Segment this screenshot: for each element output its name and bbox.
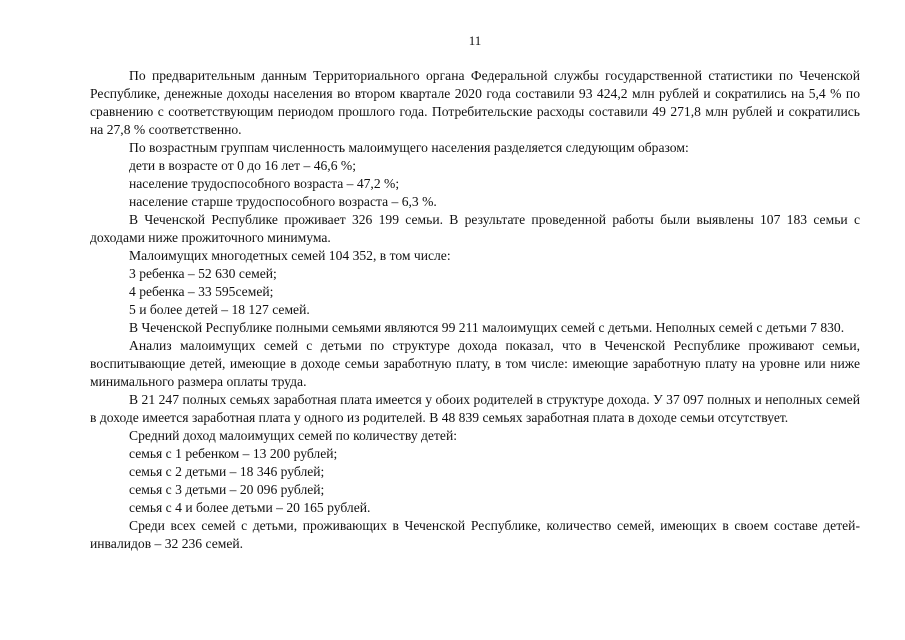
- paragraph-age-groups-intro: По возрастным группам численность малоимущего населения разделяется следующим образом:: [129, 140, 689, 155]
- list-item-two-children-income: семья с 2 детьми – 18 346 рублей;: [129, 464, 325, 479]
- paragraph-families-total: В Чеченской Республике проживает 326 199 семьи. В результате проведенной работы были выявлены 107 183 семьи с доходами ниже прожиточного минимума.: [90, 212, 860, 245]
- list-item-one-child-income: семья с 1 ребенком – 13 200 рублей;: [129, 446, 338, 461]
- paragraph-complete-families: В Чеченской Республике полными семьями являются 99 211 малоимущих семей с детьми. Неполных семей с детьми 7 830.: [129, 320, 845, 335]
- list-item-three-children-income: семья с 3 детьми – 20 096 рублей;: [129, 482, 325, 497]
- list-item-four-plus-children-income: семья с 4 и более детьми – 20 165 рублей.: [129, 500, 371, 515]
- list-item-age-working: население трудоспособного возраста – 47,2 %;: [129, 176, 400, 191]
- paragraph-income-structure: Анализ малоимущих семей с детьми по структуре дохода показал, что в Чеченской Республике проживают семьи, воспитывающие детей, имеющие в доходе семьи заработную плату, в том числе: имеющие заработную плату на уровне или ниже минимального размера оплаты труда.: [90, 338, 860, 389]
- page-number: 11: [468, 33, 482, 48]
- paragraph-large-families-intro: Малоимущих многодетных семей 104 352, в том числе:: [129, 248, 451, 263]
- paragraph-income: По предварительным данным Территориального органа Федеральной службы государственной статистики по Чеченской Республике, денежные доходы населения во втором квартале 2020 года составили 93 424,2 млн рублей и сократились на 5,4 % по сравнению с соответствующим периодом прошлого года. Потребительские расходы составили 49 271,8 млн рублей и сократились на 27,8 % соответственно.: [90, 68, 860, 137]
- list-item-four-children: 4 ребенка – 33 595семей;: [129, 284, 274, 299]
- list-item-age-children: дети в возрасте от 0 до 16 лет – 46,6 %;: [129, 158, 357, 173]
- paragraph-avg-income-intro: Средний доход малоимущих семей по количеству детей:: [129, 428, 457, 443]
- list-item-three-children: 3 ребенка – 52 630 семей;: [129, 266, 277, 281]
- list-item-five-plus-children: 5 и более детей – 18 127 семей.: [129, 302, 310, 317]
- list-item-age-older: население старше трудоспособного возраста – 6,3 %.: [129, 194, 437, 209]
- document-page: [90, 33, 860, 553]
- paragraph-wages: В 21 247 полных семьях заработная плата имеется у обоих родителей в структуре дохода. У 37 097 полных и неполных семей в доходе имеется заработная плата у одного из родителей. В 48 839 семьях заработная плата в доходе семьи отсутствует.: [90, 392, 860, 425]
- paragraph-disabled-children: Среди всех семей с детьми, проживающих в Чеченской Республике, количество семей, имеющих в своем составе детей-инвалидов – 32 236 семей.: [90, 518, 860, 551]
- document-body: [90, 67, 860, 553]
